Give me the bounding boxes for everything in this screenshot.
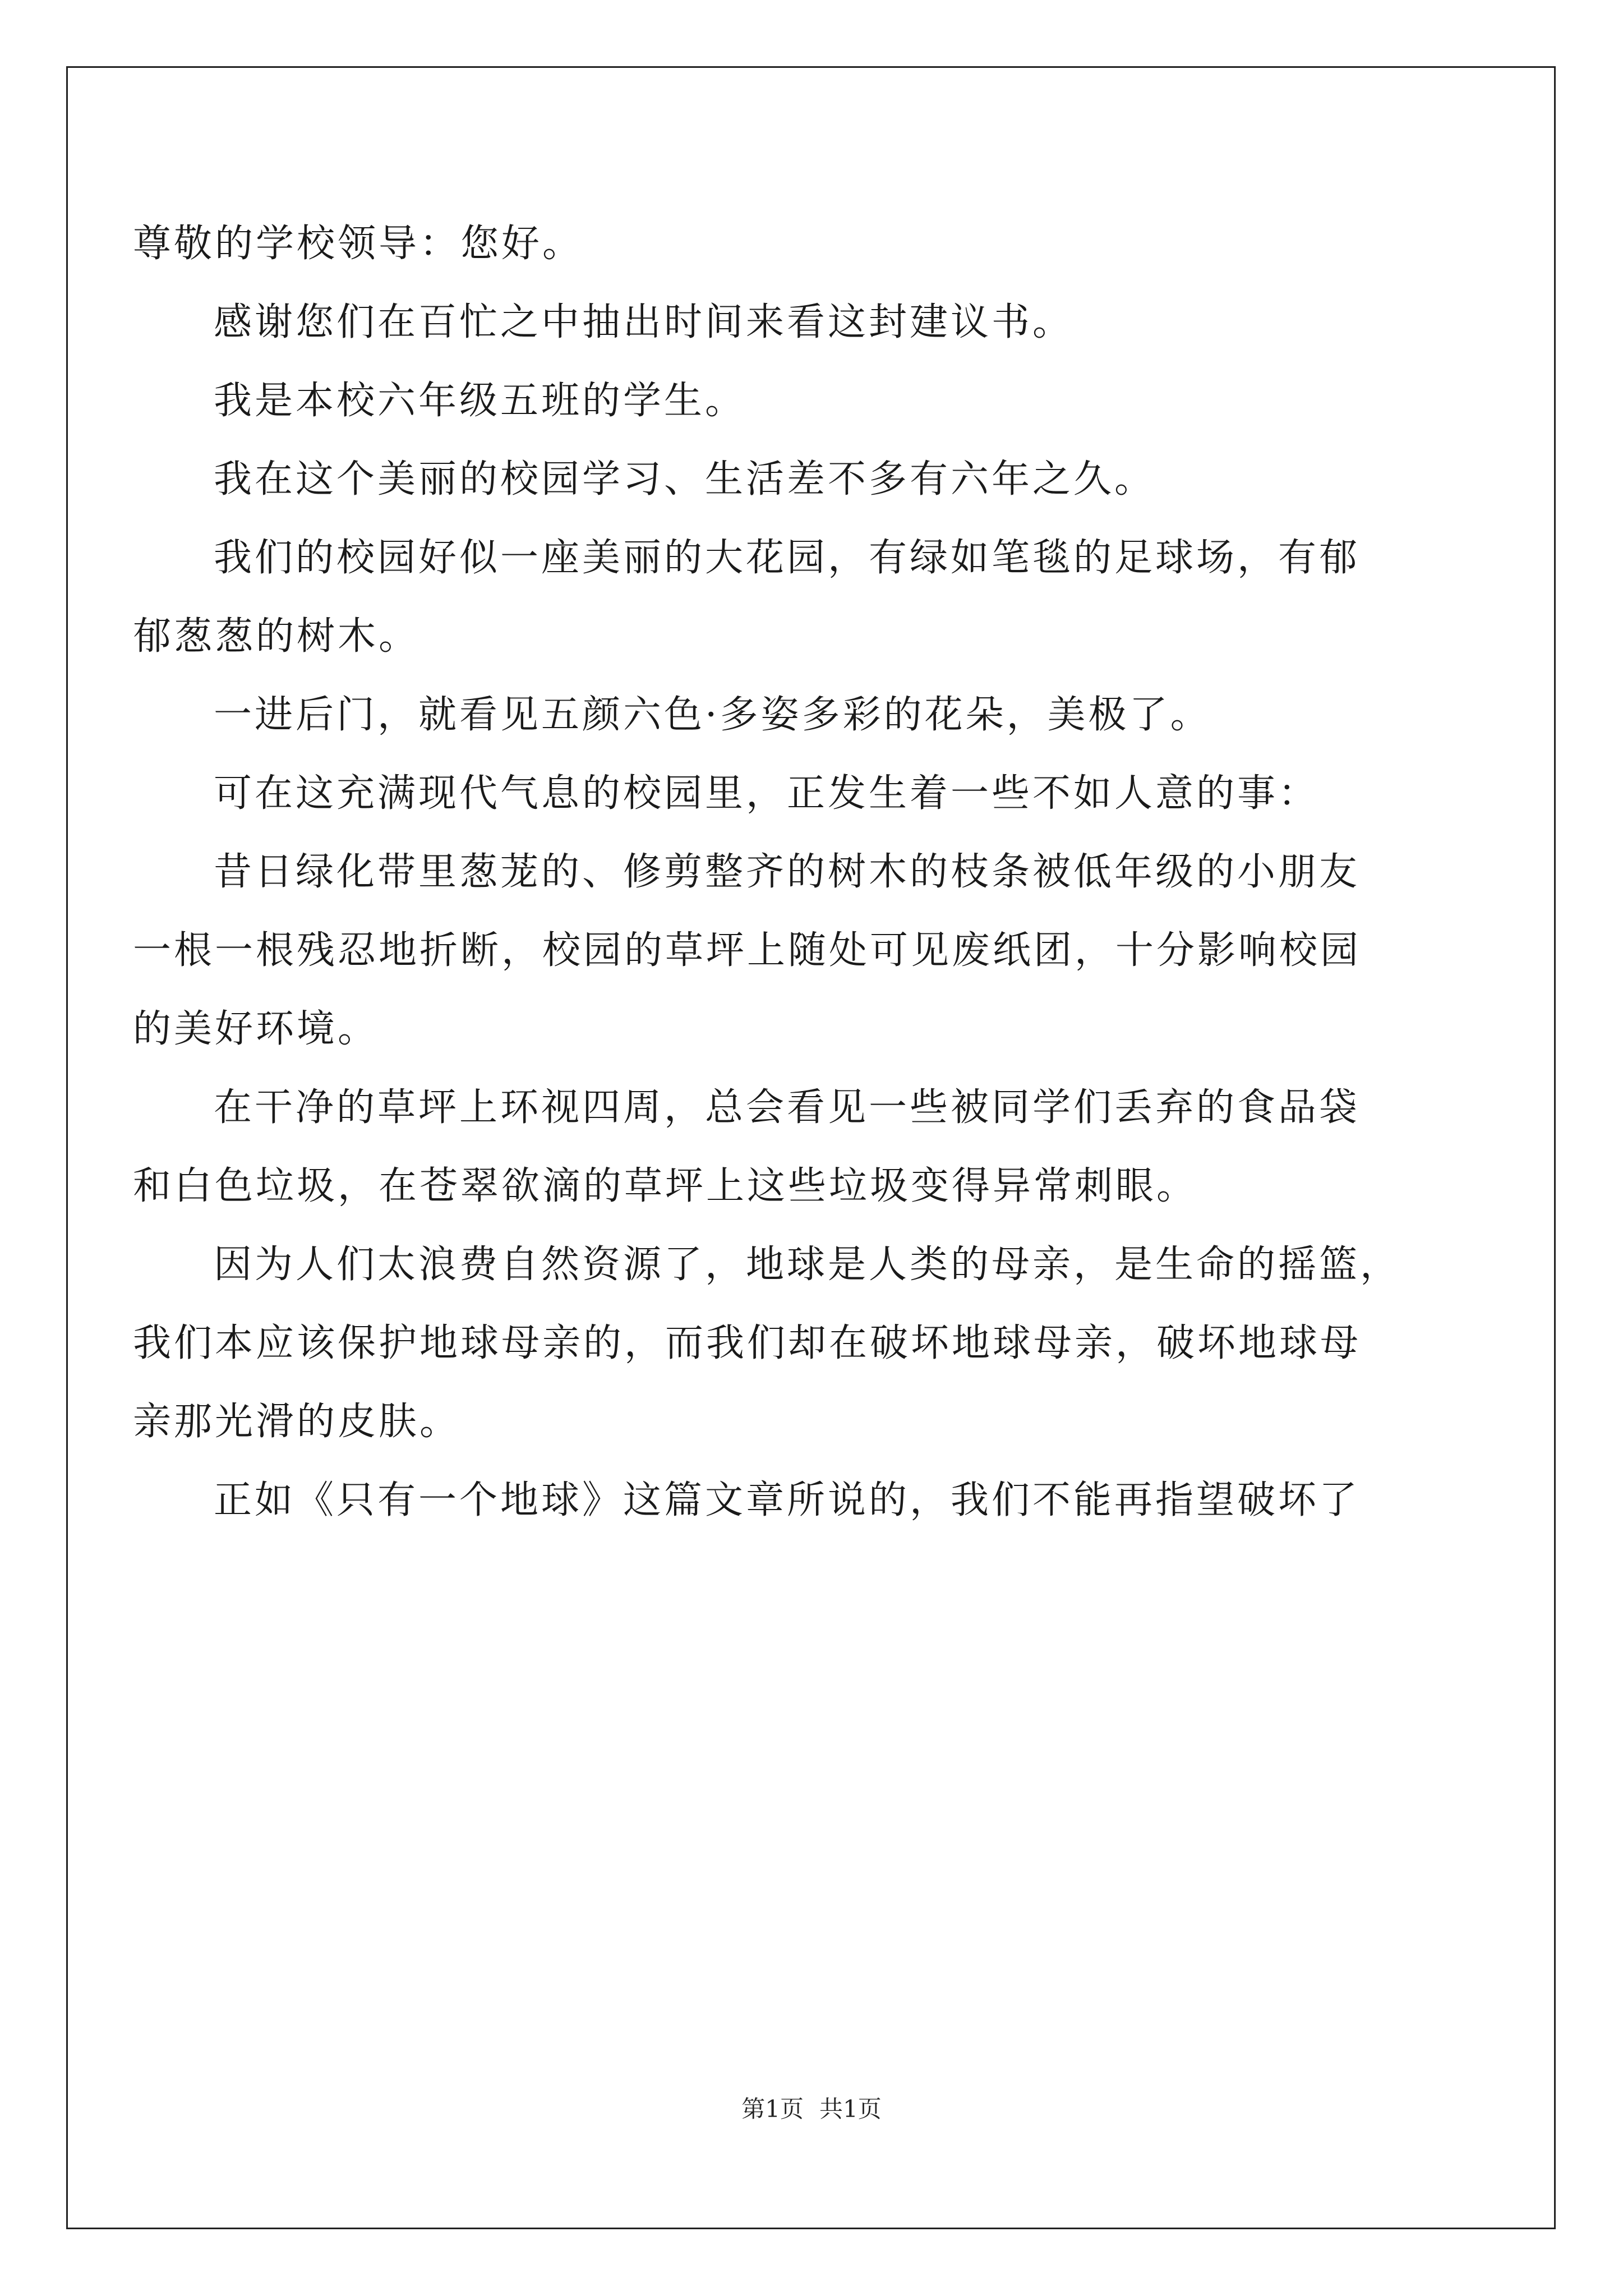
- page-number: 第1页: [741, 2095, 804, 2123]
- text-line: 感谢您们在百忙之中抽出时间来看这封建议书。: [214, 300, 1074, 344]
- text-line: 我在这个美丽的校园学习、生活差不多有六年之久。: [214, 457, 1156, 501]
- text-line: 在干净的草坪上环视四周，总会看见一些被同学们丢弃的食品袋: [214, 1085, 1361, 1130]
- text-line: 昔日绿化带里葱茏的、修剪整齐的树木的枝条被低年级的小朋友: [214, 850, 1361, 894]
- text-line: 我们的校园好似一座美丽的大花园，有绿如笔毯的足球场，有郁: [214, 536, 1361, 580]
- greeting-line: 尊敬的学校领导：您好。: [133, 222, 584, 266]
- text-line: 正如《只有一个地球》这篇文章所说的，我们不能再指望破坏了: [214, 1478, 1361, 1522]
- text-line: 的美好环境。: [133, 1007, 379, 1051]
- text-line: 一进后门，就看见五颜六色·多姿多彩的花朵，美极了。: [214, 693, 1211, 737]
- page-total: 共1页: [819, 2095, 882, 2123]
- text-line: 和白色垃圾，在苍翠欲滴的草坪上这些垃圾变得异常刺眼。: [133, 1164, 1198, 1208]
- text-line: 因为人们太浪费自然资源了，地球是人类的母亲，是生命的摇篮，: [214, 1243, 1401, 1287]
- text-line: 郁葱葱的树木。: [133, 614, 420, 659]
- text-line: 一根一根残忍地折断，校园的草坪上随处可见废纸团，十分影响校园: [133, 928, 1362, 973]
- text-line: 我是本校六年级五班的学生。: [214, 379, 746, 423]
- text-line: 可在这充满现代气息的校园里，正发生着一些不如人意的事：: [214, 771, 1320, 816]
- text-line: 亲那光滑的皮肤。: [133, 1400, 461, 1444]
- text-line: 我们本应该保护地球母亲的，而我们却在破坏地球母亲，破坏地球母: [133, 1321, 1362, 1365]
- page-footer: [0, 2092, 1623, 2126]
